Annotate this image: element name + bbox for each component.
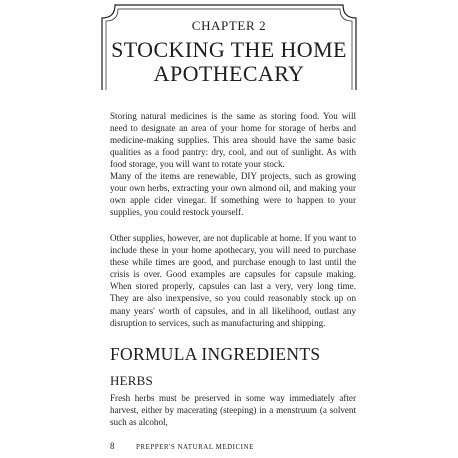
subsection-heading: HERBS (110, 373, 153, 388)
body-paragraph-1: Storing natural medicines is the same as storing food. You will need to designate an area of your home for storage of herbs and medicine-making supplies. This area should have the same basic qualities as a food pantry: dry, cool, and out of sunlight. As with food storage, you will want to rotate your stock. (110, 111, 356, 170)
chapter-title-line-2: APOTHECARY (153, 61, 305, 86)
page-number: 8 (110, 441, 115, 451)
body-paragraph-2: Many of the items are renewable, DIY projects, such as growing your own herbs, extracting your own almond oil, and making your own apple cider vinegar. If something were to happen to your supplies, you could restock yourself. (110, 171, 356, 218)
body-paragraph-3: Other supplies, however, are not duplicable at home. If you want to include these in your home apothecary, you will need to purchase these while times are good, and purchase enough to last until the crisis is over. Good examples are capsules for capsule making. When stored properly, capsules can last a very, very long time. They are also inexpensive, so you could reasonably stock up on many years' worth of capsules, and in all likelihood, outlast any disruption to services, such as manufacturing and shipping. (110, 233, 356, 328)
running-head: PREPPER'S NATURAL MEDICINE (136, 443, 254, 451)
herbs-paragraph: Fresh herbs must be preserved in some way immediately after harvest, either by macerating (steeping) in a menstruum (a solvent such as alcohol, (110, 393, 356, 428)
chapter-label: CHAPTER 2 (191, 18, 267, 33)
chapter-frame (101, 4, 357, 90)
section-heading: FORMULA INGREDIENTS (110, 344, 321, 364)
chapter-title-line-1: STOCKING THE HOME (111, 37, 347, 62)
chapter-title (95, 38, 363, 86)
